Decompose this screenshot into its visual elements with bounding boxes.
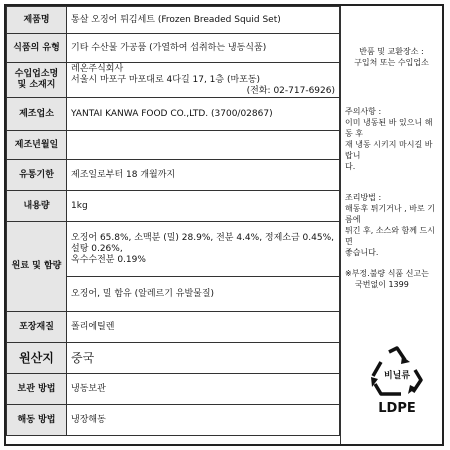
row-expiry [7,160,340,191]
importer-address: 서울시 마포구 마포대로 4다길 17, 1층 (마포동) [71,74,261,85]
row-ingredients [7,222,340,277]
row-food-type [7,34,340,63]
importer-name: 레온주식회사 [71,63,124,74]
product-info-table [6,6,340,436]
value-expiry: 제조일로부터 18 개월까지 [67,160,340,191]
label-importer [7,63,67,98]
row-origin [7,343,340,374]
label-thaw: 해동 방법 [7,405,67,436]
label-volume: 내용량 [7,191,67,222]
report-line2: 국번없이 1399 [355,280,409,289]
label-importer-line1: 수입업소명 [14,69,59,79]
report-info [345,268,438,290]
value-importer [67,63,340,98]
value-ingredients [67,222,340,277]
recycle-mark [367,346,427,418]
row-mfg-date [7,131,340,160]
row-packaging [7,312,340,343]
caution-info [345,106,438,172]
label-origin: 원산지 [7,343,67,374]
ingredients-line1: 오징어 65.8%, 소맥분 (밀) 28.9%, 전분 4.4%, 정제소금 0.45%, 설탕 0.26%, [71,232,335,254]
value-product-name: 통살 오징어 튀김세트 (Frozen Breaded Squid Set) [67,7,340,34]
value-storage: 냉동보관 [67,374,340,405]
label-food-type: 식품의 유형 [7,34,67,63]
label-packaging: 포장재질 [7,312,67,343]
value-food-type: 기타 수산물 가공품 (가열하여 섭취하는 냉동식품) [67,34,340,63]
label-manufacturer: 제조업소 [7,98,67,131]
cooking-title: 조리방법 : [345,193,382,202]
label-product-name: 제품명 [7,7,67,34]
value-packaging: 폴리에틸렌 [67,312,340,343]
row-product-name [7,7,340,34]
cooking-info [345,192,438,258]
label-importer-line2: 및 소재지 [17,80,56,90]
cooking-line1: 해동후 튀기거나 , 바로 기름에 [345,204,435,224]
returns-info [345,46,438,68]
value-origin: 중국 [67,343,340,374]
value-thaw: 냉장해동 [67,405,340,436]
row-importer [7,63,340,98]
recycle-material-text: LDPE [378,401,416,416]
recycle-type-text: 비닐류 [383,371,411,381]
row-thaw [7,405,340,436]
cooking-line3: 좋습니다. [345,248,379,257]
caution-line3: 다. [345,162,356,171]
value-allergy: 오징어, 밀 함유 (알레르기 유발물질) [67,277,340,312]
row-volume [7,191,340,222]
importer-phone: (전화: 02-717-6926) [246,85,335,96]
row-storage [7,374,340,405]
food-label [4,4,444,446]
value-volume: 1kg [67,191,340,222]
cooking-line2: 튀긴 후, 소스와 함께 드시면 [345,226,435,246]
label-mfg-date: 제조년월일 [7,131,67,160]
value-mfg-date [67,131,340,160]
caution-title: 주의사항 : [345,107,382,116]
report-line1: ※부정.불량 식품 신고는 [345,269,429,278]
caution-line1: 이미 냉동된 바 있으니 해동 후 [345,118,433,138]
label-storage: 보관 방법 [7,374,67,405]
returns-line2: 구입처 또는 수입업소 [354,58,429,67]
label-expiry: 유통기한 [7,160,67,191]
returns-line1: 반품 및 교환장소 : [359,47,424,56]
ingredients-line2: 옥수수전분 0.19% [71,254,146,265]
label-ingredients: 원료 및 함량 [7,222,67,312]
caution-line2: 재 냉동 시키지 마시길 바랍니 [345,140,433,160]
side-panel [340,6,442,444]
value-manufacturer: YANTAI KANWA FOOD CO.,LTD. (3700/02867) [67,98,340,131]
row-manufacturer [7,98,340,131]
